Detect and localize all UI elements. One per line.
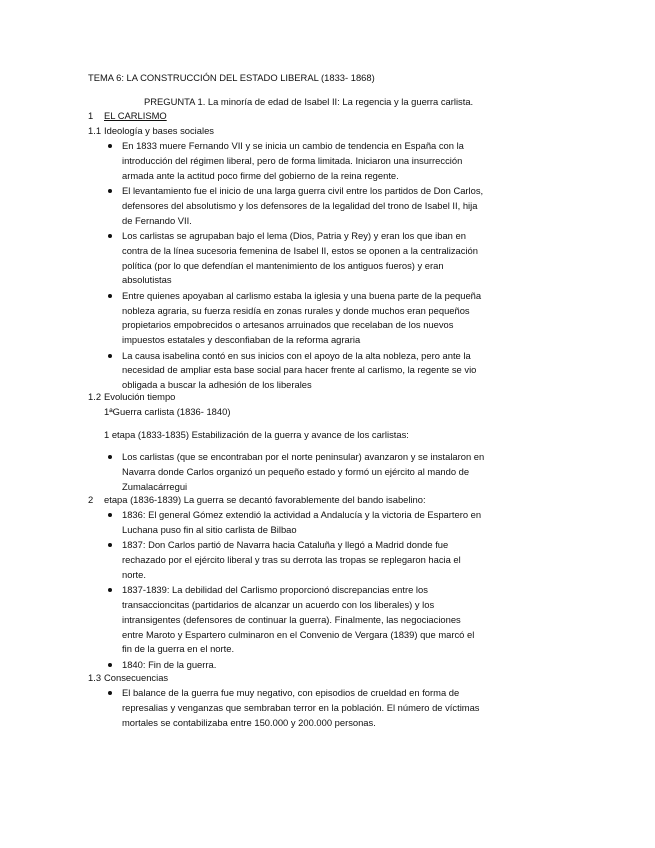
bullet-icon (108, 455, 112, 459)
bullet-text-line: rechazado por el ejército liberal y tras su derrota las tropas se replegaron hacia el (122, 554, 461, 565)
bullet-text-line: armada ante la actitud poco firme del gobierno de la reina regente. (122, 169, 399, 181)
bullet-icon (108, 144, 112, 148)
bullet-text-line: 1837: Don Carlos partió de Navarra hacia Cataluña y llegó a Madrid donde fue (122, 539, 449, 551)
stage-heading: etapa (1836-1839) La guerra se decantó favorablemente del bando isabelino: (104, 494, 426, 505)
bullet-text-line: fin de la guerra en el norte. (122, 643, 235, 655)
subsection-heading: Consecuencias (104, 672, 169, 683)
bullet-text-line: nobleza agraria, su fuerza residía en zonas rurales y donde muchos eran pequeños (122, 304, 470, 316)
subsection-number: 1.2 (88, 391, 102, 402)
bullet-text-line: defensores del absolutismo y los defensores de la legalidad del trono de Isabel II, hija (122, 199, 478, 211)
bullet-text-line: impuestos estatales y desconfiaban de la reforma agraria (122, 334, 361, 346)
bullet-text-line: intransigentes (defensores de continuar la guerra). Finalmente, las negociaciones (122, 613, 461, 625)
bullet-text-line: política (por lo que defendían el mantenimiento de los antiguos fueros) y eran (122, 259, 444, 271)
bullet-icon (108, 294, 112, 298)
bullet-icon (108, 189, 112, 193)
subsection-heading: Ideología y bases sociales (104, 125, 214, 136)
bullet-text-line: El levantamiento fue el inicio de una larga guerra civil entre los partidos de Don Carlos, (122, 185, 484, 196)
bullet-text-line: necesidad de ampliar esta base social para hacer frente al carlismo, la regente se vio (122, 364, 477, 376)
bullet-text-line: transaccioncitas (partidarios de alcanzar un acuerdo con los liberales) y los (122, 599, 435, 610)
subsection-number: 1.3 (88, 672, 102, 683)
subsection-heading: Evolución tiempo (104, 391, 176, 402)
bullet-text-line: absolutistas (122, 274, 172, 286)
bullet-text-line: propietarios empobrecidos o artesanos arruinados que recelaban de los nuevos (122, 319, 454, 331)
section-heading: EL CARLISMO (104, 110, 167, 121)
question-heading: PREGUNTA 1. La minoría de edad de Isabel II: La regencia y la guerra carlista. (144, 96, 474, 107)
bullet-icon (108, 513, 112, 517)
document-title: TEMA 6: LA CONSTRUCCIÓN DEL ESTADO LIBERAL (1833- 1868) (88, 72, 375, 83)
bullet-icon (108, 234, 112, 238)
bullet-text-line: represalias y venganzas que sembraban terror en la población. El número de víctimas (122, 701, 480, 713)
bullet-text-line: Navarra donde Carlos organizó un pequeño estado y formó un ejército al mando de (122, 465, 470, 477)
bullet-icon (108, 354, 112, 358)
subsection-number: 1.1 (88, 125, 102, 136)
bullet-text-line: Los carlistas (que se encontraban por el norte peninsular) avanzaron y se instalaron en (122, 451, 485, 462)
bullet-text-line: El balance de la guerra fue muy negativo, con episodios de crueldad en forma de (122, 687, 460, 698)
bullet-icon (108, 543, 112, 547)
bullet-text-line: obligada a buscar la adhesión de los liberales (122, 379, 312, 391)
bullet-text-line: 1837-1839: La debilidad del Carlismo proporcionó discrepancias entre los (122, 584, 428, 596)
bullet-text-line: de Fernando VII. (122, 214, 192, 226)
bullet-text-line: 1840: Fin de la guerra. (122, 658, 217, 670)
bullet-icon (108, 588, 112, 592)
bullet-text-line: Los carlistas se agrupaban bajo el lema (Dios, Patria y Rey) y eran los que iban en (122, 230, 466, 241)
bullet-icon (108, 691, 112, 695)
bullet-text-line: Zumalacárregui (122, 480, 188, 492)
bullet-text-line: introducción del régimen liberal, pero de forma limitada. Iniciaron una insurrección (122, 154, 463, 166)
bullet-text-line: contra de la línea sucesoria femenina de Isabel II, estos se oponen a la centralización (122, 244, 478, 256)
bullet-text-line: Entre quienes apoyaban al carlismo estaba la iglesia y una buena parte de la pequeña (122, 289, 482, 301)
section-number: 1 (88, 110, 94, 121)
stage-number: 2 (88, 494, 94, 505)
war-heading: 1ªGuerra carlista (1836- 1840) (104, 406, 231, 417)
bullet-icon (108, 663, 112, 667)
bullet-text-line: norte. (122, 568, 146, 580)
bullet-text-line: entre Maroto y Espartero culminaron en el Convenio de Vergara (1839) que marcó el (122, 628, 475, 640)
bullet-text-line: Luchana puso fin al sitio carlista de Bilbao (122, 523, 297, 535)
bullet-text-line: La causa isabelina contó en sus inicios con el apoyo de la alta nobleza, pero ante la (122, 349, 471, 361)
bullet-text-line: En 1833 muere Fernando VII y se inicia un cambio de tendencia en España con la (122, 140, 464, 151)
bullet-text-line: mortales se contabilizaba entre 150.000 y 200.000 personas. (122, 716, 376, 728)
stage-heading: 1 etapa (1833-1835) Estabilización de la guerra y avance de los carlistas: (104, 429, 409, 440)
bullet-text-line: 1836: El general Gómez extendió la actividad a Andalucía y la victoria de Espartero en (122, 509, 482, 520)
